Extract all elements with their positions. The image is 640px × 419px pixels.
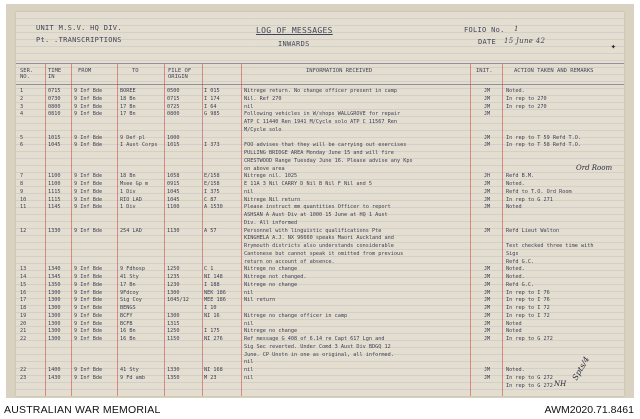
information-text: nil [244, 103, 254, 110]
col-header-from: FROM [78, 68, 92, 74]
reference-number: A 57 [204, 227, 217, 234]
reference-number: E/158 [204, 181, 220, 187]
information-text: Nitrege nil. 1025 [244, 173, 298, 180]
action-remarks: Noted [506, 204, 522, 211]
to-unit: BCFB [120, 320, 133, 327]
origin-time: 1100 [167, 204, 180, 211]
origin-time: 0500 [167, 88, 180, 94]
from-unit: 9 Inf Bde [74, 227, 103, 234]
time-in: 1300 [48, 305, 61, 311]
initials: JM [483, 305, 491, 311]
serial-number: 9 [20, 188, 24, 195]
initials-mark: NH [554, 380, 567, 388]
reference-number: NI 168 [204, 367, 223, 373]
time-in: 1300 [48, 289, 61, 296]
serial-number: 8 [20, 181, 24, 187]
initials: JM [483, 289, 491, 296]
time-in: 1340 [48, 266, 61, 273]
initials: JM [483, 196, 491, 203]
unit-line: UNIT M.S.V. HQ DIV. [36, 24, 122, 32]
time-in: 0730 [48, 95, 61, 102]
col-header-action: ACTION TAKEN AND REMARKS [514, 68, 594, 74]
to-unit: 18 Bn [120, 173, 136, 180]
reference-number: M 23 [204, 374, 217, 381]
document-paper [6, 4, 634, 398]
from-unit: 9 Inf Bde [74, 142, 103, 149]
time-in: 1300 [48, 312, 61, 319]
serial-number: 1 [20, 88, 24, 94]
handwritten-annotation: Ord Room [576, 164, 613, 172]
action-remarks: Refd to T.O. Ord Room [506, 188, 572, 195]
initials: JM [483, 142, 491, 149]
reference-number: A 1530 [204, 204, 223, 211]
to-unit: BCFY [120, 312, 133, 319]
folio-label: FOLIO No. [464, 26, 505, 34]
information-text: nil [244, 188, 254, 195]
action-remarks: In rep to T 59 Refd T.O. [506, 134, 581, 141]
to-unit: Sig Coy [120, 297, 142, 304]
action-remarks: In rep to I 72 [506, 312, 550, 319]
information-text: June. CP Unstn in one as original, all informed. [244, 351, 394, 358]
serial-number: 7 [20, 173, 24, 180]
time-in: 1345 [48, 274, 61, 280]
from-unit: 9 Inf Bde [74, 289, 103, 296]
to-unit: 16 Bn [120, 336, 136, 342]
action-remarks: Noted [506, 328, 522, 335]
message-log-sheet [16, 12, 624, 396]
from-unit: 9 Inf Bde [74, 320, 103, 327]
folio-value: 1 [514, 25, 519, 33]
from-unit: 9 Inf Bde [74, 274, 103, 280]
from-unit: 9 Inf Bde [74, 88, 103, 94]
reference-number: NI 148 [204, 274, 223, 280]
to-unit: 9 Def pl [120, 134, 145, 141]
origin-time: 1230 [167, 281, 180, 288]
action-remarks: Refd G.C. [506, 281, 535, 288]
information-text: Nitrege return. No change officer present in camp [244, 88, 398, 94]
time-in: 1400 [48, 367, 61, 373]
time-in: 1300 [48, 336, 61, 342]
from-unit: 9 Inf Bde [74, 111, 103, 118]
initials: JM [483, 227, 491, 234]
information-text: Div. All informed [244, 219, 298, 226]
to-unit: 17 Bn [120, 111, 136, 118]
information-text: Following vehicles in W/shops WALLGROVE for repair [244, 111, 401, 118]
serial-number: 22 [20, 367, 27, 373]
reference-number: NI 16 [204, 312, 220, 319]
action-remarks: Noted. [506, 88, 525, 94]
information-text: ATP C 11440 Ren 1941 M/Cycle solo ATP C 11567 Ren [244, 119, 398, 125]
origin-time: 1045 [167, 196, 180, 203]
to-unit: 254 LAD [120, 227, 142, 234]
to-unit: 41 Sty [120, 367, 139, 373]
origin-time: 1235 [167, 274, 180, 280]
origin-time: 1250 [167, 328, 180, 335]
reference-number: C 1 [204, 266, 214, 273]
information-text: Please instruct mm quantities Officer to report [244, 204, 391, 211]
information-text: Personnel with linguistic qualifications Pte [244, 227, 382, 234]
to-unit: 9 Fd amb [120, 374, 145, 381]
action-remarks: Sigs [506, 250, 519, 257]
to-unit: 9 Fdhosp [120, 266, 145, 273]
action-remarks: In rep to G 272 [506, 336, 553, 342]
action-remarks: In rep to G 271 [506, 196, 553, 203]
action-remarks: In rep to 270 [506, 95, 547, 102]
origin-time: 0915 [167, 181, 180, 187]
information-text: Rrymouth districts also understands considerable [244, 243, 394, 249]
information-text: nil [244, 374, 254, 381]
origin-time: 1045/12 [167, 297, 189, 304]
initials: JM [483, 95, 491, 102]
action-remarks: In rep to G 272 [506, 382, 553, 389]
time-in: 1015 [48, 134, 61, 141]
time-in: 1115 [48, 196, 61, 203]
initials: JM [483, 320, 491, 327]
origin-time: 1000 [167, 134, 180, 141]
serial-number: 20 [20, 320, 27, 327]
action-remarks: Noted. [506, 181, 525, 187]
information-text: ASHSAN A Aust Div at 1000 15 June at HQ 1 Aust [244, 212, 388, 218]
information-text: return on account of absence. [244, 258, 335, 265]
action-remarks: Noted. [506, 274, 525, 280]
star-mark: ✦ [610, 42, 616, 52]
from-unit: 9 Inf Bde [74, 188, 103, 195]
time-in: 1045 [48, 142, 61, 149]
initials: JM [483, 111, 491, 118]
from-unit: 9 Inf Bde [74, 312, 103, 319]
initials: JM [483, 281, 491, 288]
initials: JM [483, 266, 491, 273]
from-unit: 9 Inf Bde [74, 181, 103, 187]
time-in: 1145 [48, 204, 61, 211]
information-text: Ref message G 408 of 6.14 re Capt 617 Lgn and [244, 336, 385, 342]
time-in: 0715 [48, 88, 61, 94]
time-in: 0800 [48, 103, 61, 110]
time-in: 1430 [48, 374, 61, 381]
to-unit: 9Fdcoy [120, 289, 139, 296]
origin-time: 1250 [167, 266, 180, 273]
serial-number: 23 [20, 374, 27, 381]
col-header-information: INFORMATION RECEIVED [306, 68, 373, 74]
information-text: Nitrege Nil return [244, 196, 301, 203]
time-in: 1350 [48, 281, 61, 288]
footer-institution: AUSTRALIAN WAR MEMORIAL [4, 404, 161, 416]
serial-number: 11 [20, 204, 27, 211]
action-remarks: In rep to I 76 [506, 289, 550, 296]
initials: JH [483, 173, 491, 180]
origin-time: 0800 [167, 111, 180, 118]
information-text: CRESTWOOD Range Tuesday June 16. Please advise any Kps [244, 157, 413, 164]
information-text: PULLING BRIDGE AREA Monday June 15 and will fire [244, 150, 394, 156]
initials: JM [483, 134, 491, 141]
serial-number: 4 [20, 111, 24, 118]
reference-number: MEE 186 [204, 297, 226, 304]
to-unit: BENGS [120, 305, 136, 311]
information-text: Nitrege no change officer in camp [244, 312, 348, 319]
reference-number: I 375 [204, 188, 220, 195]
serial-number: 3 [20, 103, 24, 110]
initials: JM [483, 181, 491, 187]
serial-number: 19 [20, 312, 27, 319]
origin-time: 1130 [167, 227, 180, 234]
serial-number: 18 [20, 305, 27, 311]
initials: JM [483, 312, 491, 319]
footer-bar [0, 400, 640, 419]
origin-time: 1315 [167, 320, 180, 327]
from-unit: 9 Inf Bde [74, 266, 103, 273]
from-unit: 9 Inf Bde [74, 367, 103, 373]
action-remarks: In rep to I 72 [506, 305, 550, 311]
origin-time: 0725 [167, 103, 180, 110]
time-in: 1300 [48, 328, 61, 335]
footer-accession-number: AWM2020.71.8461 [544, 404, 634, 416]
log-subtitle: INWARDS [278, 40, 310, 48]
information-text: Nitrege no change [244, 266, 298, 273]
date-label: DATE [478, 38, 497, 46]
action-remarks: In rep to T 58 Refd T.O. [506, 142, 581, 149]
to-unit: 1 Div [120, 204, 136, 211]
information-text: M/Cycle solo [244, 126, 282, 133]
to-unit: 17 Bn [120, 281, 136, 288]
serial-number: 12 [20, 227, 27, 234]
origin-time: 1058 [167, 173, 180, 180]
reference-number: NI 276 [204, 336, 223, 342]
action-remarks: In rep to I 76 [506, 297, 550, 304]
information-text: KINGHELA A.J. NX 96660 speaks Maori Auckland and [244, 235, 394, 242]
to-unit: BOREE [120, 88, 136, 94]
origin-time: 1150 [167, 336, 180, 342]
action-remarks: Refd Lieut Walton [506, 227, 560, 234]
serial-number: 6 [20, 142, 24, 149]
col-header-time: TIME IN [48, 68, 62, 80]
information-text: Nil return [244, 297, 276, 304]
information-text: Nitrege no change [244, 281, 298, 288]
initials: JM [483, 204, 491, 211]
time-in: 1100 [48, 173, 61, 180]
initials: JM [483, 297, 491, 304]
information-text: nil [244, 359, 254, 366]
time-in: 0810 [48, 111, 61, 118]
origin-time: 1015 [167, 142, 180, 149]
reference-number: I 373 [204, 142, 220, 149]
time-in: 1330 [48, 227, 61, 234]
origin-time: 0715 [167, 95, 180, 102]
serial-number: 16 [20, 289, 27, 296]
action-remarks: Noted [506, 320, 522, 327]
origin-time: 1300 [167, 289, 180, 296]
action-remarks: In rep to 270 [506, 103, 547, 110]
from-unit: 9 Inf Bde [74, 328, 103, 335]
col-header-to: TO [132, 68, 139, 74]
col-header-serial: SER. NO. [20, 68, 34, 80]
from-unit: 9 Inf Bde [74, 336, 103, 342]
time-in: 1115 [48, 188, 61, 195]
reference-number: I 10 [204, 305, 217, 311]
serial-number: 10 [20, 196, 27, 203]
reference-number: NEK 186 [204, 289, 226, 296]
origin-time: 1350 [167, 374, 180, 381]
origin-time: 1045 [167, 188, 180, 195]
from-unit: 9 Inf Bde [74, 305, 103, 311]
action-remarks: Noted. [506, 266, 525, 273]
from-unit: 9 Inf Bde [74, 134, 103, 141]
date-value: 15 June 42 [504, 37, 546, 45]
from-unit: 9 Inf Bde [74, 173, 103, 180]
reference-number: G 985 [204, 111, 220, 118]
reference-number: I 015 [204, 88, 220, 94]
reference-number: I 64 [204, 103, 217, 110]
sub-line: Pt. .TRANSCRIPTIONS [36, 36, 122, 44]
origin-time: 1300 [167, 312, 180, 319]
serial-number: 21 [20, 328, 27, 335]
to-unit: 17 Bn [120, 103, 136, 110]
from-unit: 9 Inf Bde [74, 103, 103, 110]
reference-number: I 188 [204, 281, 220, 288]
initials: JM [483, 88, 491, 94]
information-text: Nitrege not changed. [244, 274, 307, 280]
column-header-rule [16, 84, 624, 85]
from-unit: 9 Inf Bde [74, 196, 103, 203]
to-unit: 41 Sty [120, 274, 139, 280]
action-remarks: Noted. [506, 367, 525, 373]
initials: JM [483, 367, 491, 373]
time-in: 1300 [48, 297, 61, 304]
serial-number: 14 [20, 274, 27, 280]
log-continuation-row [16, 382, 624, 390]
information-text: Sig Sec reverted. Under Comd 3 Aust Div BDGQ 12 [244, 343, 391, 350]
col-header-initials: INIT. [476, 68, 493, 74]
information-text: FOO advises that they will be carrying out exercises [244, 142, 407, 149]
reference-number: C 87 [204, 196, 217, 203]
from-unit: 9 Inf Bde [74, 281, 103, 288]
time-in: 1100 [48, 181, 61, 187]
serial-number: 13 [20, 266, 27, 273]
action-remarks: Refd B.M. [506, 173, 535, 180]
action-remarks: Test checked three time with [506, 243, 594, 249]
to-unit: 18 Bn [120, 95, 136, 102]
time-in: 1300 [48, 320, 61, 327]
information-text: E 11A 3 Nil CARRY D Nil B Nil F Nil and 5 [244, 181, 373, 187]
information-text: on above area [244, 165, 285, 172]
from-unit: 9 Inf Bde [74, 95, 103, 102]
from-unit: 9 Inf Bde [74, 374, 103, 381]
information-text: Nitrege no change [244, 328, 298, 335]
from-unit: 9 Inf Bde [74, 204, 103, 211]
initials: JM [483, 103, 491, 110]
serial-number: 17 [20, 297, 27, 304]
origin-time: 1330 [167, 367, 180, 373]
to-unit: RIO LAD [120, 196, 142, 203]
action-remarks: In rep to G 272 [506, 374, 553, 381]
information-text: nil [244, 289, 254, 296]
information-text: nil [244, 320, 254, 327]
serial-number: 2 [20, 95, 24, 102]
serial-number: 15 [20, 281, 27, 288]
initials: JM [483, 374, 491, 381]
information-text: Cantonese but cannot speak it omitted from previous [244, 250, 404, 257]
col-header-origin: FILE OF ORIGIN [168, 68, 192, 80]
reference-number: I 175 [204, 328, 220, 335]
reference-number: E/158 [204, 173, 220, 180]
reference-number: I 174 [204, 95, 220, 102]
margin-mark: Spts/4 [570, 355, 592, 382]
from-unit: 9 Inf Bde [74, 297, 103, 304]
log-title: LOG OF MESSAGES [256, 26, 333, 35]
header-rule [16, 63, 624, 64]
serial-number: 5 [20, 134, 24, 141]
information-text: Nil. Ref 270 [244, 95, 282, 102]
action-remarks: Refd G.C. [506, 258, 535, 265]
initials: JM [483, 336, 491, 342]
initials: JM [483, 274, 491, 280]
to-unit: 1 Div [120, 188, 136, 195]
initials: JM [483, 188, 491, 195]
to-unit: 16 Bn [120, 328, 136, 335]
information-text: nil [244, 367, 254, 373]
serial-number: 22 [20, 336, 27, 342]
to-unit: Msee Gp m [120, 181, 149, 187]
initials: JM [483, 328, 491, 335]
to-unit: I Aust Corps [120, 142, 158, 149]
